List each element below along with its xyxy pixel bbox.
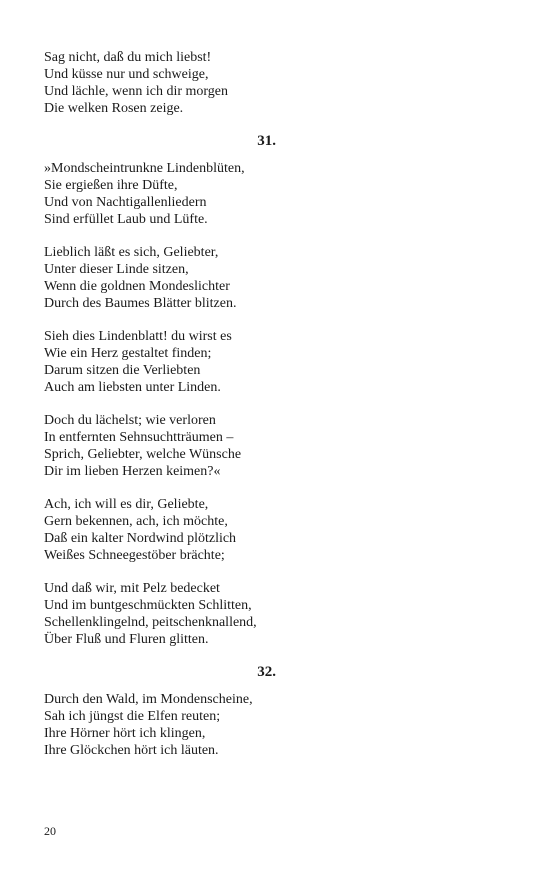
verse-line: Durch des Baumes Blätter blitzen. (44, 296, 237, 311)
verse-line: Über Fluß und Fluren glitten. (44, 632, 209, 647)
verse-line: Durch den Wald, im Mondenscheine, (44, 692, 253, 707)
verse-line: »Mondscheintrunkne Lindenblüten, (44, 161, 245, 176)
verse-line: In entfernten Sehnsuchtträumen – (44, 430, 234, 445)
poem31-stanza-1 (44, 160, 276, 228)
verse-line: Ihre Glöckchen hört ich läuten. (44, 743, 219, 758)
verse-line: Die welken Rosen zeige. (44, 101, 184, 116)
poem31-stanza-4 (44, 412, 276, 480)
verse-line: Ihre Hörner hört ich klingen, (44, 726, 206, 741)
verse-line: Dir im lieben Herzen keimen?« (44, 464, 221, 479)
verse-line: Auch am liebsten unter Linden. (44, 380, 221, 395)
verse-line: Sag nicht, daß du mich liebst! (44, 50, 212, 65)
poem-heading-32: 32. (257, 664, 276, 680)
verse-line: Weißes Schneegestöber brächte; (44, 548, 225, 563)
verse-line: Wie ein Herz gestaltet finden; (44, 346, 212, 361)
intro-stanza (44, 49, 276, 117)
verse-line: Unter dieser Linde sitzen, (44, 262, 189, 277)
verse-line: Doch du lächelst; wie verloren (44, 413, 216, 428)
verse-line: Daß ein kalter Nordwind plötzlich (44, 531, 237, 546)
verse-line: Und von Nachtigallenliedern (44, 195, 207, 210)
verse-line: Sie ergießen ihre Düfte, (44, 178, 178, 193)
verse-line: Schellenklingelnd, peitschenknallend, (44, 615, 257, 630)
verse-line: Sieh dies Lindenblatt! du wirst es (44, 329, 232, 344)
poem31-stanza-3 (44, 328, 276, 396)
page-number: 20 (44, 824, 56, 838)
poem-heading-31: 31. (257, 133, 276, 149)
verse-line: Sprich, Geliebter, welche Wünsche (44, 447, 242, 462)
verse-line: Und daß wir, mit Pelz bedecket (44, 581, 220, 596)
verse-line: Lieblich läßt es sich, Geliebter, (44, 245, 219, 260)
verse-line: Und lächle, wenn ich dir morgen (44, 84, 229, 99)
verse-line: Wenn die goldnen Mondeslichter (44, 279, 230, 294)
verse-line: Und küsse nur und schweige, (44, 67, 209, 82)
page-body (44, 49, 276, 775)
verse-line: Ach, ich will es dir, Geliebte, (44, 497, 209, 512)
poem31-stanza-2 (44, 244, 276, 312)
verse-line: Und im buntgeschmückten Schlitten, (44, 598, 252, 613)
poem32-stanza-1 (44, 691, 276, 759)
poem31-stanza-6 (44, 580, 276, 648)
poem31-stanza-5 (44, 496, 276, 564)
verse-line: Darum sitzen die Verliebten (44, 363, 201, 378)
verse-line: Gern bekennen, ach, ich möchte, (44, 514, 228, 529)
verse-line: Sind erfüllet Laub und Lüfte. (44, 212, 208, 227)
verse-line: Sah ich jüngst die Elfen reuten; (44, 709, 221, 724)
